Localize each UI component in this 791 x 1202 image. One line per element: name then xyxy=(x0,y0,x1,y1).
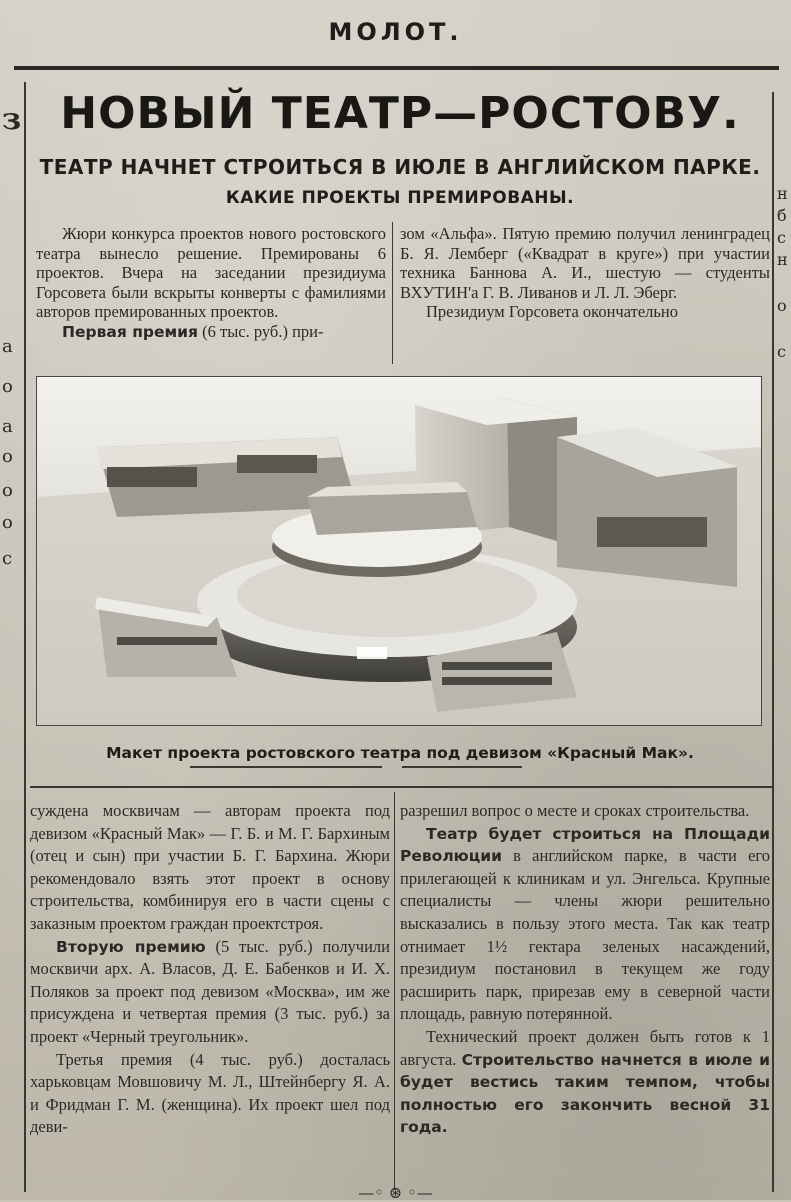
paragraph: Президиум Горсовета окончательно xyxy=(426,302,678,322)
paragraph: разрешил вопрос о месте и сроках строительства. xyxy=(400,801,750,820)
paragraph-text: в английском парке, в части его прилегающей к клиникам и ул. Энгельса. Крупные специалисты — члены жюри решительно высказались в пользу этого места. Так как театр отнимает 1½ гектара зеленых насаждений, президиум постановил в текущем же году расширить парк, прирезав ему в северной части площадь, равную потерянной. xyxy=(400,846,770,1024)
headline: НОВЫЙ ТЕАТР—РОСТОВУ. xyxy=(60,88,740,139)
paragraph xyxy=(36,322,386,343)
left-edge-char: о xyxy=(2,480,13,501)
bold-lead: Первая премия xyxy=(62,322,198,341)
paragraph: Третья премия (4 тыс. руб.) досталась харьковцам Мовшовичу М. Л., Штейнбергу Я. А. и Фридман Г. М. (женщина). Их проект шел под деви- xyxy=(30,1049,390,1137)
masthead: МОЛОТ. xyxy=(328,18,463,46)
paragraph xyxy=(400,823,770,1026)
right-column-rule xyxy=(772,92,774,1192)
paragraph-text: (5 тыс. руб.) получили москвичи арх. А. Власов, Д. Е. Бабенков и И. Х. Поляков за проект под девизом «Москва», им же присуждена и четвертая премия (3 тыс. руб.) за проект «Черный треугольник». xyxy=(30,936,390,1046)
left-column-rule xyxy=(24,82,26,1192)
bold-lead: Строительство начнется в июле и будет вестись таким темпом, чтобы полностью его закончить весной 31 года. xyxy=(400,1050,770,1137)
right-edge-char: с xyxy=(777,342,786,361)
photo-caption: Макет проекта ростовского театра под девизом «Красный Мак». xyxy=(106,744,694,762)
column-rule-top xyxy=(392,222,393,364)
paragraph-text: (6 тыс. руб.) при- xyxy=(198,321,324,341)
right-edge-fragments xyxy=(775,80,791,1190)
left-edge-char: з xyxy=(2,102,22,137)
footer-ornament: —◦ ⊛ ◦— xyxy=(358,1183,433,1202)
theatre-model-illustration xyxy=(37,377,761,725)
subheadline: ТЕАТР НАЧНЕТ СТРОИТЬСЯ В ИЮЛЕ В АНГЛИЙСКОМ ПАРКЕ. xyxy=(39,155,761,179)
left-edge-char: о xyxy=(2,446,13,467)
left-edge-char: о xyxy=(2,376,13,397)
top-rule xyxy=(14,66,779,70)
left-edge-fragments xyxy=(0,80,24,1190)
right-edge-char: с xyxy=(777,228,786,247)
left-edge-char: о xyxy=(2,512,13,533)
left-edge-char: с xyxy=(2,548,13,569)
paragraph: Жюри конкурса проектов нового ростовского театра вынесло решение. Премированы 6 проектов. Вчера на заседании президиума Горсовета были вскрыты конверты с фамилиями авторов премированных проектов. xyxy=(36,224,386,322)
column-rule-bottom xyxy=(394,792,395,1190)
paragraph xyxy=(30,936,390,1049)
bold-lead: Театр будет строиться на Площади Революции xyxy=(400,824,770,866)
article-column-top-left xyxy=(36,224,386,343)
paragraph xyxy=(400,1026,770,1139)
right-edge-char: б xyxy=(777,206,787,225)
section-rule xyxy=(30,786,772,788)
left-edge-char: а xyxy=(2,336,13,357)
right-edge-char: н xyxy=(777,184,788,203)
theatre-model-photo xyxy=(36,376,762,726)
paragraph: зом «Альфа». Пятую премию получил ленинградец Б. Я. Лемберг («Квадрат в круге») при участии техника Баннова А. И., шестую — студенты ВХУТИН'а Г. В. Ливанов и Л. Л. Эберг. xyxy=(400,224,770,302)
left-edge-char: а xyxy=(2,416,13,437)
bold-lead: Вторую премию xyxy=(56,937,206,956)
caption-underline xyxy=(402,766,522,768)
article-column-bottom-right xyxy=(400,800,770,1139)
article-column-top-right xyxy=(400,224,770,322)
right-edge-char: н xyxy=(777,250,788,269)
caption-underline xyxy=(190,766,382,768)
paragraph: суждена москвичам — авторам проекта под девизом «Красный Мак» — Г. Б. и М. Г. Бархиным (отец и сын) при участии Б. Г. Бархина. Жюри рекомендовало взять этот проект в основу строительства, комбинируя его в части сцены с заказным проектом граждан проектстроя. xyxy=(30,801,390,933)
paragraph-text: Технический проект должен быть готов к 1 августа. xyxy=(400,1026,770,1069)
subheadline-secondary: КАКИЕ ПРОЕКТЫ ПРЕМИРОВАНЫ. xyxy=(225,188,575,208)
article-column-bottom-left xyxy=(30,800,390,1139)
right-edge-char: о xyxy=(777,296,787,315)
